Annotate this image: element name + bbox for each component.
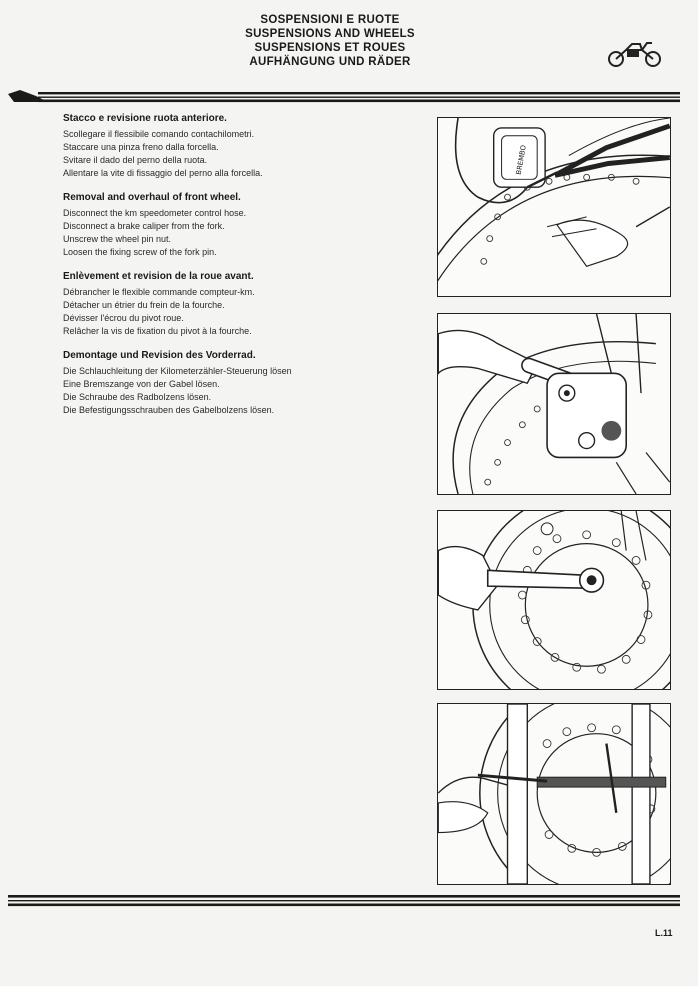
- instruction-line: Loosen the fixing screw of the fork pin.: [63, 247, 217, 257]
- instruction-line: Eine Bremszange von der Gabel lösen.: [63, 379, 220, 389]
- instruction-line: Staccare una pinza freno dalla forcella.: [63, 142, 219, 152]
- header-line-de: AUFHÄNGUNG UND RÄDER: [249, 56, 411, 68]
- instruction-line: Die Schlauchleitung der Kilometerzähler-Steuerung lösen: [63, 366, 292, 376]
- section-italian: [63, 112, 413, 180]
- section-title: Enlèvement et revision de la roue avant.: [63, 271, 254, 282]
- section-title: Stacco e revisione ruota anteriore.: [63, 113, 227, 124]
- bottom-rule: [8, 892, 680, 910]
- speedometer-cable-figure: [437, 117, 671, 297]
- brake-caliper-figure: [437, 313, 671, 495]
- caliper-brand-label: BREMBO: [514, 144, 528, 176]
- header-line-en: SUSPENSIONS AND WHEELS: [245, 28, 415, 40]
- instruction-line: Détacher un étrier du frein de la fourche.: [63, 300, 225, 310]
- instruction-line: Relâcher la vis de fixation du pivot à la fourche.: [63, 326, 252, 336]
- fork-pin-figure: [437, 703, 671, 885]
- section-english: [63, 191, 413, 259]
- header-line-fr: SUSPENSIONS ET ROUES: [254, 42, 406, 54]
- top-rule: [8, 86, 680, 108]
- instruction-line: Dévisser l'écrou du pivot roue.: [63, 313, 184, 323]
- instruction-line: Disconnect a brake caliper from the fork.: [63, 221, 225, 231]
- instruction-line: Allentare la vite di fissaggio del perno alla forcella.: [63, 168, 263, 178]
- instruction-line: Unscrew the wheel pin nut.: [63, 234, 172, 244]
- section-french: [63, 270, 413, 338]
- instruction-line: Die Schraube des Radbolzens lösen.: [63, 392, 212, 402]
- section-german: [63, 349, 413, 417]
- wheel-nut-figure: [437, 510, 671, 690]
- instruction-line: Débrancher le flexible commande compteur-km.: [63, 287, 255, 297]
- header-line-it: SOSPENSIONI E RUOTE: [260, 14, 400, 26]
- page-header: [230, 13, 430, 69]
- page-number: L.11: [655, 928, 673, 938]
- instruction-line: Svitare il dado del perno della ruota.: [63, 155, 208, 165]
- instructions-column: [63, 112, 413, 428]
- instruction-line: Disconnect the km speedometer control hose.: [63, 208, 247, 218]
- section-title: Demontage und Revision des Vorderrad.: [63, 350, 256, 361]
- instruction-line: Scollegare il flessibile comando contachilometri.: [63, 129, 255, 139]
- motorcycle-icon: [606, 38, 664, 68]
- section-title: Removal and overhaul of front wheel.: [63, 192, 241, 203]
- instruction-line: Die Befestigungsschrauben des Gabelbolzens lösen.: [63, 405, 275, 415]
